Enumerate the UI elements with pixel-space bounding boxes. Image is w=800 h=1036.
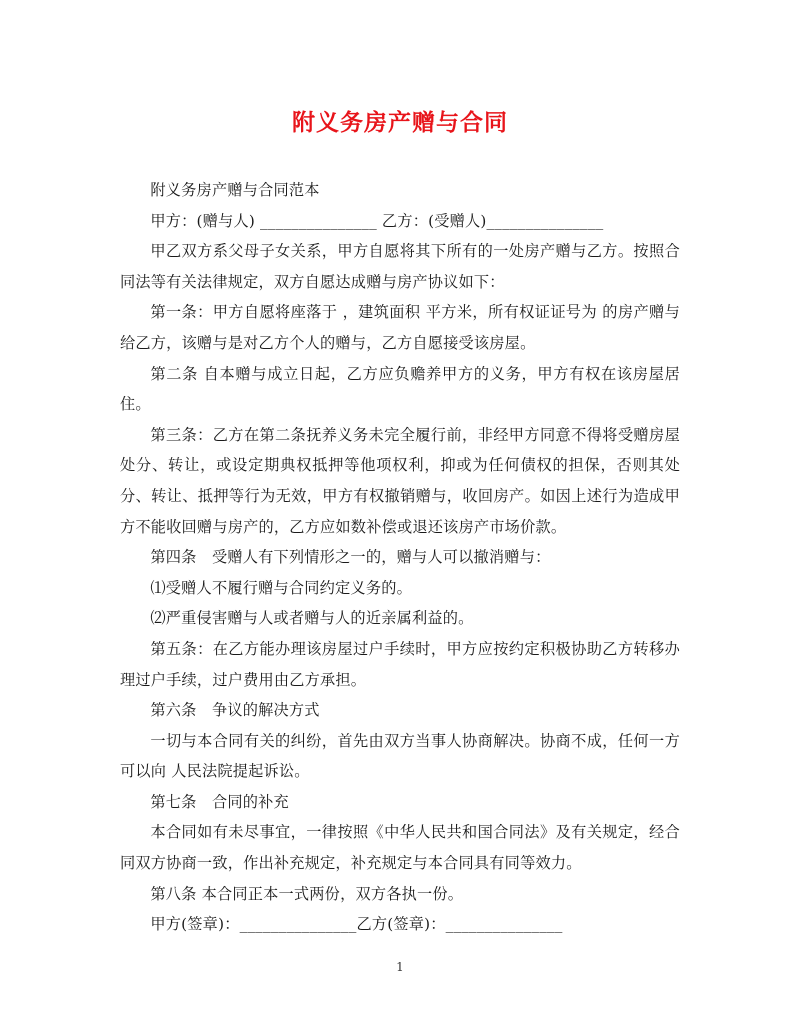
paragraph-signatures: 甲方(签章)：_______________乙方(签章)：_______________ [150,915,563,934]
paragraph-subtitle: 附义务房产赠与合同范本 [150,181,320,199]
paragraph-article-4-item-2: ⑵严重侵害赠与人或者赠与人的近亲属利益的。 [150,609,474,628]
paragraph-article-3: 第三条：乙方在第二条抚养义务未完全履行前，非经甲方同意不得将受赠房屋处分、转让，或设定期典权抵押等他项权利，抑或为任何债权的担保，否则其处分、转让、抵押等行为无效，甲方有权撤销赠与，收回房产。如因上述行为造成甲方不能收回赠与房产的，乙方应如数补偿或退还该房产市场价款。 [120,425,680,536]
document-body [120,175,680,940]
paragraph-article-4-item-1: ⑴受赠人不履行赠与合同约定义务的。 [150,578,412,597]
paragraph-article-8: 第八条 本合同正本一式两份，双方各执一份。 [150,884,464,903]
paragraph-article-7: 第七条 合同的补充 [150,792,289,811]
paragraph-parties: 甲方：(赠与人) _______________ 乙方：(受赠人)_______________ [150,211,604,230]
page-number: 1 [396,960,404,974]
paragraph-preamble: 甲乙双方系父母子女关系，甲方自愿将其下所有的一处房产赠与乙方。按照合同法等有关法律规定，双方自愿达成赠与房产协议如下： [120,242,680,291]
paragraph-article-7-text: 本合同如有未尽事宜，一律按照《中华人民共和国合同法》及有关规定，经合同双方协商一致，作出补充规定，补充规定与本合同具有同等效力。 [120,823,680,873]
paragraph-article-5: 第五条：在乙方能办理该房屋过户手续时，甲方应按约定积极协助乙方转移办理过户手续，过户费用由乙方承担。 [120,639,680,689]
paragraph-article-2: 第二条 自本赠与成立日起，乙方应负赡养甲方的义务，甲方有权在该房屋居住。 [120,364,680,414]
paragraph-article-1: 第一条：甲方自愿将座落于 ，建筑面积 平方米，所有权证证号为 的房产赠与给乙方，该赠与是对乙方个人的赠与，乙方自愿接受该房屋。 [120,303,680,352]
paragraph-article-6: 第六条 争议的解决方式 [150,701,320,720]
paragraph-article-4: 第四条 受赠人有下列情形之一的，赠与人可以撤消赠与： [150,548,551,567]
document-title: 附义务房产赠与合同 [292,109,508,136]
paragraph-article-6-text: 一切与本合同有关的纠纷，首先由双方当事人协商解决。协商不成，任何一方可以向 人民法院提起诉讼。 [120,731,680,781]
